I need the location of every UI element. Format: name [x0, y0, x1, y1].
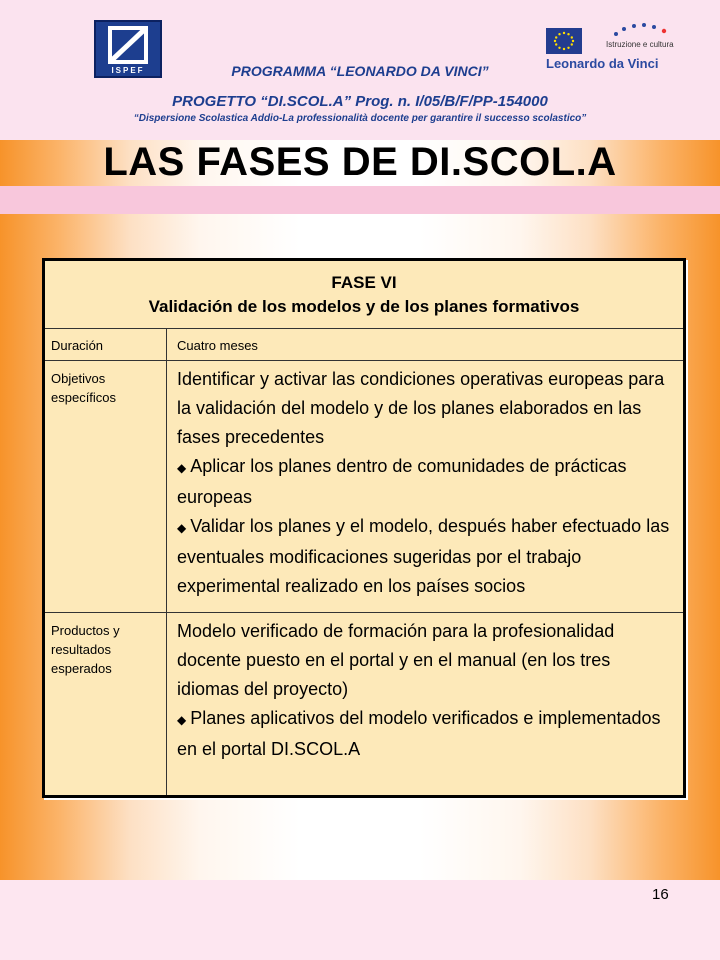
objectives-intro: Identificar y activar las condiciones operativas europeas para la validación del modelo y de los planes elaborados en las fases precedentes	[177, 369, 665, 447]
diamond-bullet-icon: ◆	[177, 521, 187, 535]
objectives-label: Objetivos específicos	[45, 361, 167, 612]
products-label: Productos y resultados esperados	[45, 613, 167, 795]
ispef-logo-text: ISPEF	[111, 66, 145, 75]
products-intro: Modelo verificado de formación para la profesionalidad docente puesto en el portal y en el manual (en los tres idiomas del proyecto)	[177, 621, 615, 699]
list-item	[177, 452, 673, 512]
page-number: 16	[652, 886, 669, 903]
phase-title: Validación de los modelos y de los planes formativos	[148, 297, 580, 316]
footer-band	[0, 880, 720, 960]
list-item	[177, 512, 673, 601]
phase-label: FASE VI	[331, 273, 397, 292]
objectives-content	[167, 361, 683, 612]
programme-line: PROGRAMMA “LEONARDO DA VINCI”	[231, 63, 489, 79]
phase-header-row	[45, 261, 683, 329]
list-item-text: Aplicar los planes dentro de comunidades de prácticas europeas	[177, 456, 627, 507]
products-content	[167, 613, 683, 795]
duration-row	[45, 329, 683, 361]
duration-value: Cuatro meses	[177, 338, 258, 353]
list-item	[177, 704, 673, 764]
list-item-text: Planes aplicativos del modelo verificados e implementados en el portal DI.SCOL.A	[177, 708, 661, 759]
duration-label: Duración	[45, 329, 167, 360]
objectives-row	[45, 361, 683, 613]
list-item-text: Validar los planes y el modelo, después haber efectuado las eventuales modificaciones sugeridas por el trabajo experimental realizado en los países socios	[177, 516, 670, 596]
eu-flag-icon	[546, 28, 582, 54]
project-subtitle-line: “Dispersione Scolastica Addio-La professionalità docente per garantire il successo scolastico”	[133, 113, 587, 124]
diamond-bullet-icon: ◆	[177, 713, 187, 727]
title-underline-strip	[0, 186, 720, 214]
dots-arc-icon	[606, 22, 676, 38]
diamond-bullet-icon: ◆	[177, 461, 187, 475]
phase-table	[42, 258, 686, 798]
products-row	[45, 613, 683, 795]
logo-name: Leonardo da Vinci	[546, 56, 659, 71]
logo-tagline: Istruzione e cultura	[606, 40, 674, 49]
page-title: LAS FASES DE DI.SCOL.A	[103, 140, 617, 184]
project-line: PROGETTO “DI.SCOL.A” Prog. n. I/05/B/F/PP-154000	[172, 93, 548, 110]
